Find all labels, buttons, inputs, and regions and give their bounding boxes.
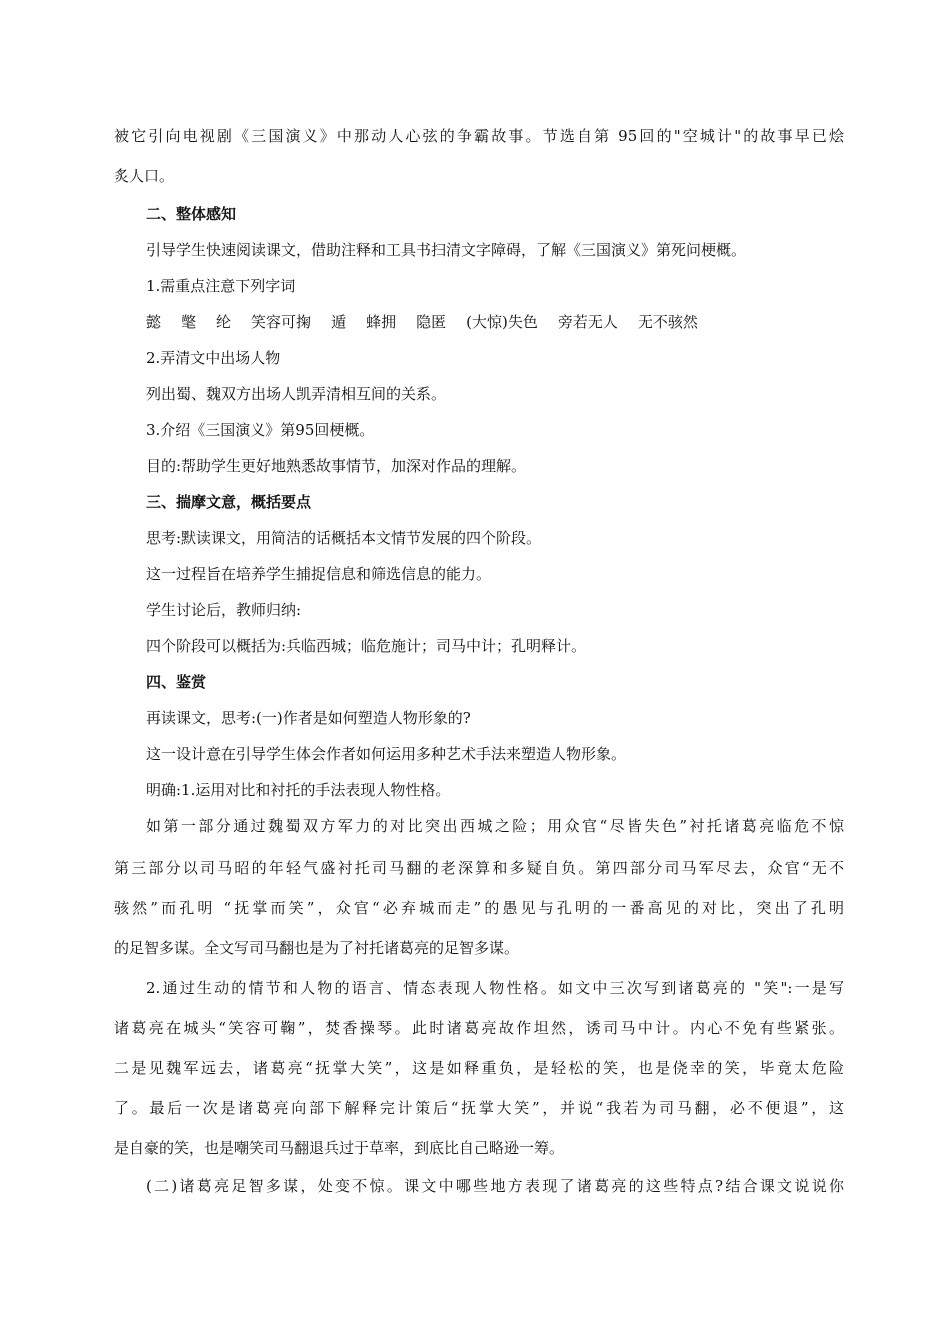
paragraph-line: 学生讨论后，教师归纳: — [146, 601, 302, 619]
vocabulary-word: 笑容可掬 — [251, 313, 312, 331]
vocabulary-word: (大惊)失色 — [466, 313, 538, 331]
vocabulary-word: 隐匿 — [416, 313, 447, 331]
paragraph-line: 骇然”而孔明 “抚掌而笑”，众官“必弃城而走”的愚见与孔明的一番高见的对比，突出了孔明 — [114, 899, 844, 917]
paragraph-line: 诸葛亮在城头“笑容可鞠”，焚香操琴。此时诸葛亮故作坦然，诱司马中计。内心不免有些紧张。 — [114, 1019, 844, 1037]
vocabulary-word: 氅 — [181, 313, 197, 331]
vocabulary-word: 懿 — [146, 313, 162, 331]
paragraph-line: 2.通过生动的情节和人物的语言、情态表现人物性格。如文中三次写到诸葛亮的 "笑":一是写 — [146, 979, 844, 997]
vocabulary-word: 旁若无人 — [557, 313, 618, 331]
paragraph-line: 了。最后一次是诸葛亮向部下解释完计策后“抚掌大笑”，并说“我若为司马翻，必不便退”，这 — [114, 1099, 844, 1117]
section-heading: 二、整体感知 — [146, 205, 237, 223]
section-heading: 三、揣摩文意，概括要点 — [146, 493, 312, 511]
paragraph-line: 如第一部分通过魏蜀双方军力的对比突出西城之险；用众官“尽皆失色”衬托诸葛亮临危不惊 — [146, 817, 844, 835]
paragraph-line: 引导学生快速阅读课文，借助注释和工具书扫清文字障碍，了解《三国演义》第死问梗概。 — [146, 241, 747, 259]
paragraph-line: 被它引向电视剧《三国演义》中那动人心弦的争霸故事。节选自第 95回的"空城计"的故事早已烩 — [114, 127, 844, 145]
paragraph-line: 炙人口。 — [114, 167, 175, 185]
section-heading: 四、鉴赏 — [146, 673, 207, 691]
paragraph-line: 二是见魏军远去，诸葛亮“抚掌大笑”，这是如释重负，是轻松的笑，也是侥幸的笑，毕竟太危险 — [114, 1059, 844, 1077]
vocabulary-list — [146, 312, 844, 332]
list-item: 1.需重点注意下列字词 — [146, 277, 296, 295]
vocabulary-word: 无不骇然 — [637, 313, 698, 331]
paragraph-line: 再读课文，思考:(一)作者是如何塑造人物形象的? — [146, 709, 471, 727]
paragraph-line: (二)诸葛亮足智多谋，处变不惊。课文中哪些地方表现了诸葛亮的这些特点?结合课文说说你 — [146, 1177, 844, 1195]
paragraph-line: 是自豪的笑，也是嘲笑司马翻退兵过于草率，到底比自己略逊一筹。 — [114, 1139, 565, 1157]
paragraph-line: 目的:帮助学生更好地熟悉故事情节，加深对作品的理解。 — [146, 457, 527, 475]
paragraph-line: 的足智多谋。全文写司马翻也是为了衬托诸葛亮的足智多谋。 — [114, 939, 520, 957]
list-item: 3.介绍《三国演义》第95回梗概。 — [146, 421, 375, 439]
paragraph-line: 明确:1.运用对比和衬托的手法表现人物性格。 — [146, 781, 451, 799]
paragraph-line: 列出蜀、魏双方出场人凯弄清相互间的关系。 — [146, 385, 447, 403]
paragraph-line: 这一设计意在引导学生体会作者如何运用多种艺术手法来塑造人物形象。 — [146, 745, 627, 763]
paragraph-line: 四个阶段可以概括为:兵临西城；临危施计；司马中计；孔明释计。 — [146, 637, 587, 655]
vocabulary-word: 遁 — [331, 313, 347, 331]
paragraph-line: 思考:默读课文，用简洁的话概括本文情节发展的四个阶段。 — [146, 529, 542, 547]
paragraph-line: 这一过程旨在培养学生捕捉信息和筛选信息的能力。 — [146, 565, 492, 583]
vocabulary-word: 纶 — [216, 313, 232, 331]
list-item: 2.弄清文中出场人物 — [146, 349, 281, 367]
paragraph-line: 第三部分以司马昭的年轻气盛衬托司马翻的老深算和多疑自负。第四部分司马军尽去，众官“无不 — [114, 859, 844, 877]
vocabulary-word: 蜂拥 — [366, 313, 397, 331]
